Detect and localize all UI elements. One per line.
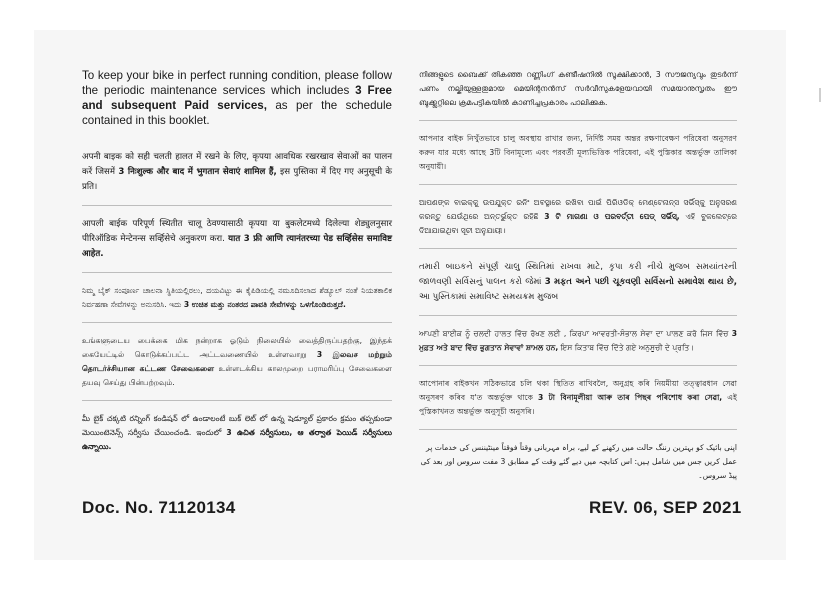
urdu-instruction: اپنی بائیک کو بہترین رننگ حالت میں رکھنے کے لیے، براہ مہربانی وقتاً فوقتاً مینٹیننس کی خدمات پر عمل کریں جس میں شامل ہیں: اس کتابچہ میں دیے گئے وقت کے مطابق 3 مفت سروس اور بعد کی پیڈ سروس۔	[420, 443, 737, 480]
divider	[419, 315, 737, 316]
document-number: Doc. No. 71120134	[82, 498, 236, 517]
divider	[419, 365, 737, 366]
malayalam-instruction: നിങ്ങളുടെ ബൈക്ക് തികഞ്ഞ റണ്ണിംഗ് കണ്ടീഷനിൽ സൂക്ഷിക്കാൻ, 3 സൗജന്യവും തുടർന്ന് പണം നല്കിയുള്ളതുമായ മെയിന്റനൻസ് സർവീസുകളേയവായി സമയാനുസൃതം ഈ ബുക്ക്ലറ്റിലെ ക്രമപട്ടികയിൽ കാണിച്ചപ്രകാരം പാലിക്കുക.	[419, 70, 738, 107]
left-column	[82, 68, 392, 454]
divider	[419, 184, 737, 185]
booklet-page	[34, 30, 786, 560]
divider	[82, 205, 392, 206]
assamese-instruction: আপোনাৰ বাইকখন সঠিকভাৱে চলি থকা স্থিতিত ৰাখিবলৈ, অনুগ্ৰহ কৰি নিয়মীয়া তত্ত্বাৱধান সেৱা অনুসৰণ কৰিব য'ত অন্তৰ্ভুক্ত থাকে 3 টা বিনামূলীয়া আৰু তাৰ পিছৰ পৰিশোধ কৰা সেৱা, এই পুস্তিকাখনত অন্তৰ্ভুক্ত অনুসূচী অনুসৰি।	[419, 379, 738, 416]
divider	[419, 120, 737, 121]
kannada-instruction: ನಿಮ್ಮ ಬೈಕ್ ಸಂಪೂರ್ಣ ಚಾಲನಾ ಸ್ಥಿತಿಯಲ್ಲಿರಲು, ದಯವಿಟ್ಟು ಈ ಕೈಪಿಡಿಯಲ್ಲಿ ನಮೂದಿಸಲಾದ ಶೆಡ್ಯೂಲ್ ನಂತೆ ನಿಯತಕಾಲಿಕ ನಿರ್ವಹಣಾ ಸೇವೆಗಳನ್ನು ಅನುಸರಿಸಿ. ಇದು 3 ಉಚಿತ ಮತ್ತು ನಂತರದ ಪಾವತಿ ಸೇವೆಗಳನ್ನು ಒಳಗೊಂಡಿರುತ್ತದೆ.	[82, 286, 392, 309]
hindi-instruction: अपनी बाइक को सही चलती हालत में रखने के लिए, कृपया आवधिक रखरखाव सेवाओं का पालन करें जिसमें 3 निःशुल्क और बाद में भुगतान सेवाएं शामिल हैं, इस पुस्तिका में दिए गए अनुसूची के प्रति।	[82, 152, 392, 192]
odia-instruction: ଆପଣଙ୍କ ବାଇକ୍‌କୁ ଉପଯୁକ୍ତ ରନିଂ ଅବସ୍ଥାରେ ରଖିବା ପାଇଁ ପିରିଓଡିକ୍ ମେଣ୍ଟେନାନ୍ସ ସର୍ଭିସ୍‌କୁ ଅନୁସରଣ କରନ୍ତୁ ଯେଉଁଥିରେ ଅନ୍ତର୍ଭୁକ୍ତ ରହିଛି 3 ଟି ମାଗଣା ଓ ପରବର୍ତ୍ତୀ ପେଡ୍ ସର୍ଭିସ୍, ଏହି ବୁକଲେଟ୍‌ରେ ଦିଆଯାଇଥିବା ସୂଚୀ ଅନୁଯାୟୀ।	[419, 198, 737, 235]
english-instruction: To keep your bike in perfect running condition, please follow the periodic maintenance services which includes 3 Free and subsequent Paid services, as per the schedule contained in this booklet.	[82, 69, 392, 127]
divider	[419, 248, 737, 249]
page-fold-mark	[819, 88, 821, 102]
bengali-instruction: আপনার বাইক নিখুঁতভাবে চালু অবস্থায় রাখার জন্য, নির্দিষ্ট সময় অন্তর রক্ষণাবেক্ষণ পরিষেবা অনুসরণ করুন যার মধ্যে আছে 3টি বিনামূল্যে এবং পরবর্তী মূল্যভিত্তিক পরিষেবা, এই পুস্তিকার অন্তর্ভুক্ত তালিকা অনুযায়ী।	[419, 134, 737, 171]
divider	[419, 429, 737, 430]
punjabi-instruction: ਆਪਣੀ ਬਾਈਕ ਨੂੰ ਚਲਦੀ ਹਾਲਤ ਵਿੱਚ ਰੱਖਣ ਲਈ , ਕਿਰਪਾ ਆਵਰਤੀ-ਸੰਭਾਲ ਸੇਵਾ ਦਾ ਪਾਲਣ ਕਰੋ ਜਿਸ ਵਿੱਚ 3 ਮੁਫ਼ਤ ਅਤੇ ਬਾਦ ਵਿੱਚ ਭੁਗਤਾਨ ਸੇਵਾਵਾਂ ਸ਼ਾਮਲ ਹਨ, ਇਸ ਕਿਤਾਬ ਵਿੱਚ ਦਿੱਤੇ ਗਏ ਅਨੁਸੂਚੀ ਦੇ ਪ੍ਰਤਿ।	[419, 329, 737, 352]
telugu-instruction: మీ బైక్ చక్కటి రన్నింగ్ కండిషన్ లో ఉండాలంటే బుక్ లెట్ లో ఉన్న షెడ్యూల్ ప్రకారం క్రమం తప్పకుండా మెయింటెనెన్స్ సర్వీసు చేయించండి. ఇందులో 3 ఉచిత సర్వీసులు, ఆ తర్వాత పెయిడ్ సర్వీసులు ఉన్నాయి.	[82, 414, 392, 451]
tamil-instruction: உங்களுடைய பைக்கை மிக நன்றாக ஓடும் நிலையில் வைத்திருப்பதற்கு, இந்தக் கையேட்டில் கொடுக்கப்பட்ட அட்டவணையில் உள்ளவாறு 3 இலவச மற்றும் தொடர்ச்சியான கட்டண சேவைகளை உள்ளடக்கிய காலமுறை பராமரிப்பு சேவைகளை தயவு செய்து பின்பற்றவும்.	[82, 336, 392, 387]
divider	[82, 400, 392, 401]
marathi-instruction: आपली बाईक परिपूर्ण स्थितीत चालू ठेवण्यासाठी कृपया या बुकलेटमध्ये दिलेल्या शेड्युलनुसार पीरिऑडिक मेन्टेनन्स सर्व्हिसेचे अनुकरण करा. यात 3 फ्री आणि त्यानंतरच्या पेड सर्व्हिसेस समाविष्ट आहेत.	[82, 219, 392, 259]
revision-label: REV. 06, SEP 2021	[589, 498, 742, 517]
divider	[82, 322, 392, 323]
right-column	[419, 68, 737, 483]
gujarati-instruction: તમારી બાઇકને સંપૂર્ણ ચાલુ સ્થિતિમાં રાખવા માટે, કૃપા કરી નીચે મુજબ સમયાંતરની જાળવણી સર્વિસનું પાલન કરો જેમાં 3 મફત અને પછી ચૂકવણી સર્વિસનો સમાવેશ થાય છે, આ પુસ્તિકામાં સમાવિષ્ટ સમયક્રમ મુજબ	[419, 262, 737, 302]
divider	[82, 272, 392, 273]
